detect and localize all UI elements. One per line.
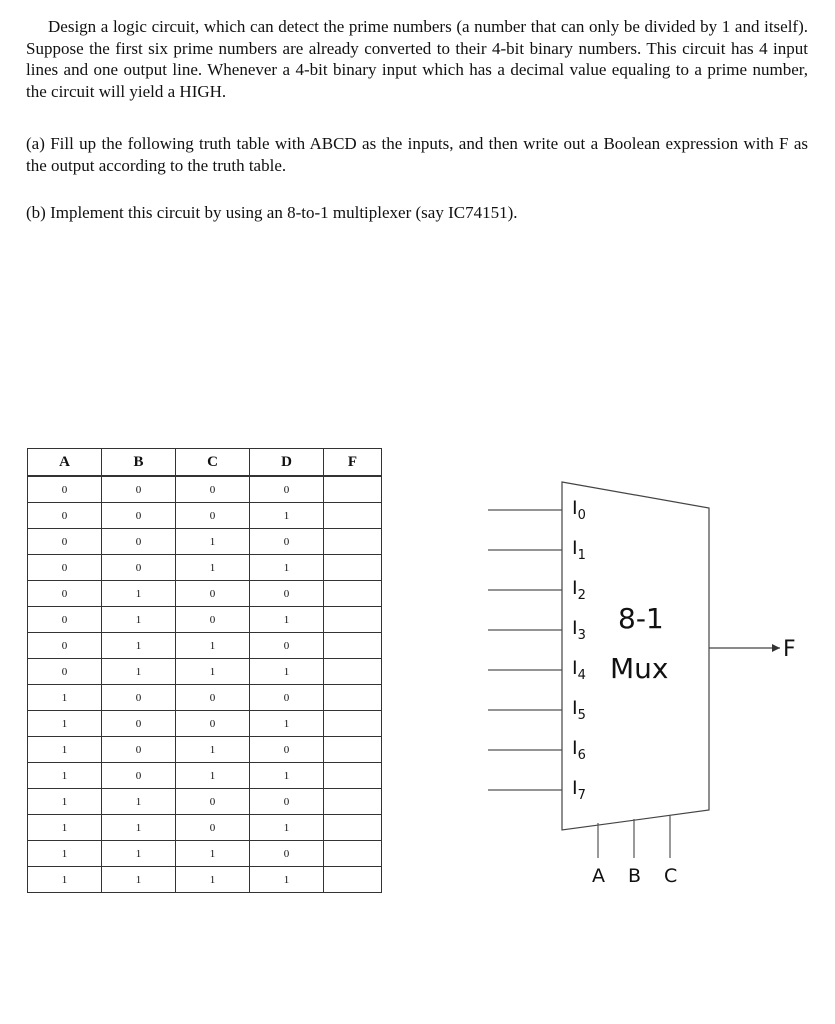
cell-c: 1 [176, 529, 250, 555]
column-header-f: F [324, 449, 382, 477]
column-header-a: A [28, 449, 102, 477]
cell-f[interactable] [324, 555, 382, 581]
cell-a: 1 [28, 815, 102, 841]
cell-d: 0 [250, 581, 324, 607]
table-row [28, 815, 382, 841]
table-row [28, 503, 382, 529]
truth-table [27, 448, 382, 893]
cell-d: 1 [250, 659, 324, 685]
cell-c: 0 [176, 711, 250, 737]
cell-b: 1 [102, 815, 176, 841]
cell-c: 0 [176, 789, 250, 815]
table-row [28, 476, 382, 503]
cell-a: 1 [28, 737, 102, 763]
table-row [28, 555, 382, 581]
cell-a: 0 [28, 529, 102, 555]
cell-d: 0 [250, 737, 324, 763]
cell-d: 1 [250, 555, 324, 581]
cell-f[interactable] [324, 789, 382, 815]
cell-c: 1 [176, 737, 250, 763]
input-label-subscript: 7 [577, 788, 586, 803]
input-label-subscript: 6 [577, 748, 586, 763]
cell-f[interactable] [324, 867, 382, 893]
part-a-instructions: (a) Fill up the following truth table with ABCD as the inputs, and then write out a Boolean expression with F as the output according to the truth table. [26, 134, 808, 175]
cell-c: 0 [176, 476, 250, 503]
mux-title-mux: Mux [610, 652, 669, 685]
input-label-subscript: 1 [577, 548, 586, 563]
cell-a: 0 [28, 581, 102, 607]
cell-f[interactable] [324, 685, 382, 711]
cell-c: 0 [176, 815, 250, 841]
truth-table-header-row [28, 449, 382, 477]
input-label-subscript: 5 [577, 708, 586, 723]
select-label-b: B [628, 865, 642, 887]
cell-b: 1 [102, 633, 176, 659]
table-row [28, 711, 382, 737]
input-label-subscript: 0 [577, 508, 586, 523]
cell-d: 0 [250, 529, 324, 555]
cell-f[interactable] [324, 763, 382, 789]
select-label-a: A [592, 865, 605, 887]
cell-c: 0 [176, 503, 250, 529]
cell-a: 0 [28, 607, 102, 633]
cell-a: 0 [28, 555, 102, 581]
cell-c: 1 [176, 867, 250, 893]
table-row [28, 607, 382, 633]
input-label-subscript: 3 [577, 628, 586, 643]
cell-b: 1 [102, 607, 176, 633]
cell-b: 0 [102, 503, 176, 529]
input-label-prefix: I [572, 577, 578, 599]
problem-statement: Design a logic circuit, which can detect the prime numbers (a number that can only be divided by 1 and itself). Suppose the first six prime numbers are already converted to their 4-bit binary numbers. This circuit has 4 input lines and one output line. Whenever a 4-bit binary input which has a decimal value equaling to a prime number, the circuit will yield a HIGH. [26, 17, 808, 101]
cell-b: 1 [102, 841, 176, 867]
cell-a: 1 [28, 867, 102, 893]
cell-c: 0 [176, 607, 250, 633]
input-label-subscript: 2 [577, 588, 586, 603]
cell-d: 0 [250, 476, 324, 503]
cell-b: 0 [102, 555, 176, 581]
input-label-prefix: I [572, 657, 578, 679]
cell-f[interactable] [324, 659, 382, 685]
cell-c: 0 [176, 581, 250, 607]
input-label-prefix: I [572, 537, 578, 559]
cell-b: 0 [102, 711, 176, 737]
cell-a: 0 [28, 476, 102, 503]
table-row [28, 581, 382, 607]
cell-b: 0 [102, 763, 176, 789]
cell-b: 0 [102, 529, 176, 555]
output-label-f: F [783, 637, 796, 662]
cell-d: 1 [250, 607, 324, 633]
cell-f[interactable] [324, 476, 382, 503]
mux-title-8-1: 8-1 [618, 602, 664, 635]
select-label-c: C [664, 865, 678, 887]
cell-b: 0 [102, 476, 176, 503]
table-row [28, 659, 382, 685]
cell-a: 1 [28, 711, 102, 737]
cell-c: 1 [176, 659, 250, 685]
cell-d: 1 [250, 711, 324, 737]
output-arrow-icon [772, 644, 780, 652]
input-label-prefix: I [572, 497, 578, 519]
cell-f[interactable] [324, 503, 382, 529]
mux-select-lines [592, 815, 677, 887]
cell-d: 1 [250, 503, 324, 529]
table-row [28, 841, 382, 867]
truth-table-body [28, 476, 382, 893]
cell-c: 1 [176, 633, 250, 659]
table-row [28, 529, 382, 555]
cell-c: 1 [176, 555, 250, 581]
cell-d: 0 [250, 789, 324, 815]
cell-a: 1 [28, 789, 102, 815]
column-header-c: C [176, 449, 250, 477]
cell-a: 0 [28, 503, 102, 529]
cell-f[interactable] [324, 529, 382, 555]
cell-a: 1 [28, 763, 102, 789]
table-row [28, 737, 382, 763]
table-row [28, 789, 382, 815]
part-b-instructions: (b) Implement this circuit by using an 8-to-1 multiplexer (say IC74151). [26, 203, 518, 222]
multiplexer-diagram [480, 470, 800, 890]
cell-f[interactable] [324, 815, 382, 841]
cell-b: 1 [102, 867, 176, 893]
cell-d: 0 [250, 633, 324, 659]
cell-b: 1 [102, 581, 176, 607]
cell-c: 0 [176, 685, 250, 711]
mux-input-lines [488, 510, 562, 790]
cell-d: 1 [250, 867, 324, 893]
cell-f[interactable] [324, 711, 382, 737]
cell-a: 1 [28, 685, 102, 711]
cell-f[interactable] [324, 581, 382, 607]
table-row [28, 685, 382, 711]
cell-f[interactable] [324, 633, 382, 659]
cell-b: 1 [102, 789, 176, 815]
cell-d: 1 [250, 815, 324, 841]
cell-d: 0 [250, 685, 324, 711]
table-row [28, 763, 382, 789]
table-row [28, 867, 382, 893]
cell-b: 0 [102, 737, 176, 763]
input-label-prefix: I [572, 737, 578, 759]
cell-a: 0 [28, 659, 102, 685]
table-row [28, 633, 382, 659]
cell-c: 1 [176, 763, 250, 789]
input-label-prefix: I [572, 697, 578, 719]
cell-f[interactable] [324, 737, 382, 763]
cell-b: 0 [102, 685, 176, 711]
input-label-prefix: I [572, 617, 578, 639]
cell-c: 1 [176, 841, 250, 867]
input-label-subscript: 4 [577, 668, 586, 683]
cell-a: 1 [28, 841, 102, 867]
input-label-prefix: I [572, 777, 578, 799]
column-header-b: B [102, 449, 176, 477]
cell-d: 1 [250, 763, 324, 789]
cell-d: 0 [250, 841, 324, 867]
cell-a: 0 [28, 633, 102, 659]
cell-f[interactable] [324, 841, 382, 867]
cell-f[interactable] [324, 607, 382, 633]
cell-b: 1 [102, 659, 176, 685]
column-header-d: D [250, 449, 324, 477]
